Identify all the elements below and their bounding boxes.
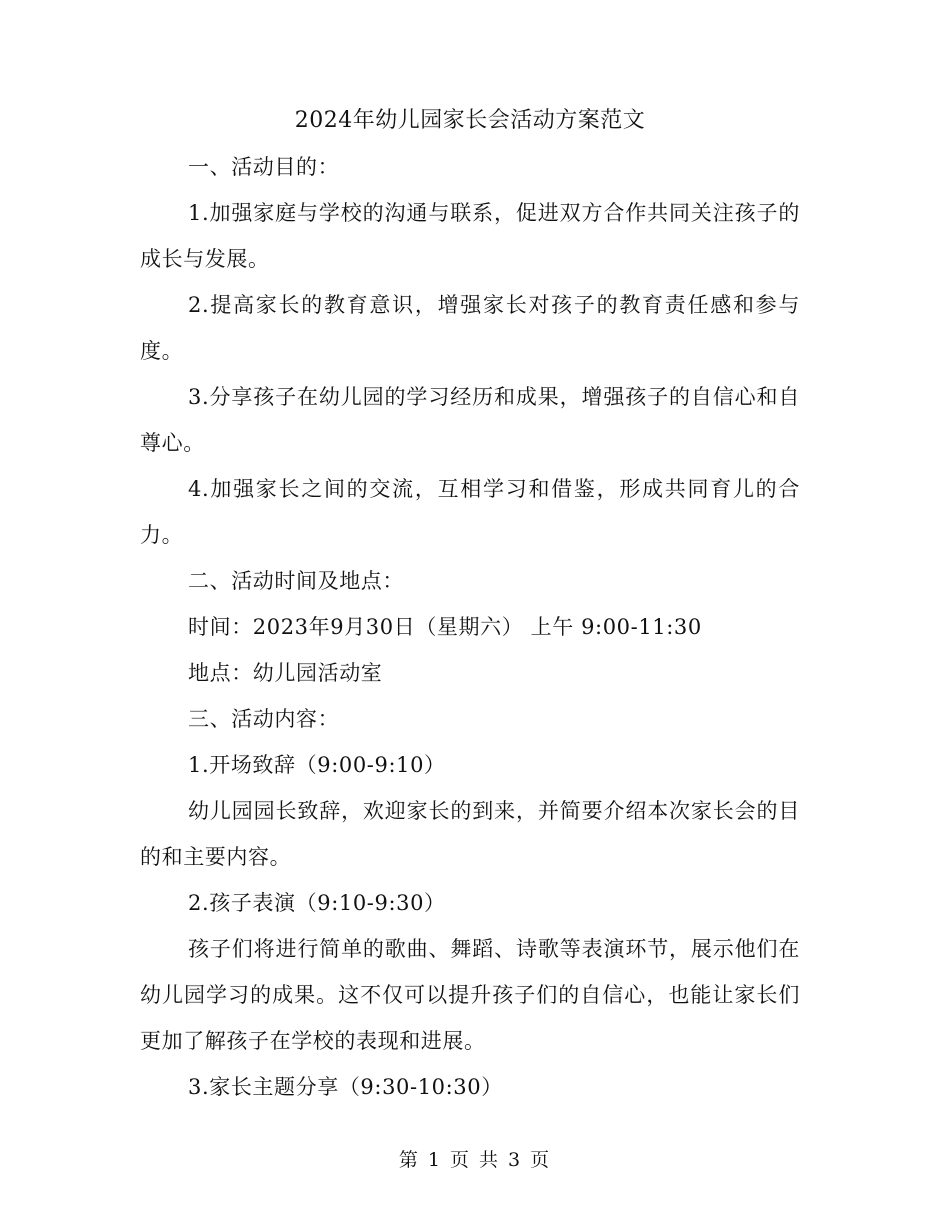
agenda-opening-description: 幼儿园园长致辞，欢迎家长的到来，并简要介绍本次家长会的目的和主要内容。 (140, 799, 800, 869)
document-title: 2024年幼儿园家长会活动方案范文 (294, 108, 646, 133)
section-heading-content: 三、活动内容： (188, 707, 340, 731)
document-body (140, 98, 800, 1110)
agenda-performance-description: 孩子们将进行简单的歌曲、舞蹈、诗歌等表演环节，展示他们在幼儿园学习的成果。这不仅可以提升孩子们的自信心，也能让家长们更加了解孩子在学校的表现和进展。 (140, 937, 800, 1053)
event-location: 地点：幼儿园活动室 (188, 661, 383, 685)
goal-item-4: 4.加强家长之间的交流，互相学习和借鉴，形成共同育儿的合力。 (140, 477, 800, 547)
goal-item-2: 2.提高家长的教育意识，增强家长对孩子的教育责任感和参与度。 (140, 293, 800, 363)
agenda-item-opening: 1.开场致辞（9:00-9:10） (188, 753, 446, 777)
page-number-footer: 第 1 页 共 3 页 (398, 1149, 552, 1171)
section-heading-time-place: 二、活动时间及地点： (188, 569, 404, 593)
goal-item-1: 1.加强家庭与学校的沟通与联系，促进双方合作共同关注孩子的成长与发展。 (140, 201, 800, 271)
event-time: 时间：2023年9月30日（星期六） 上午 9:00-11:30 (188, 615, 702, 639)
goal-item-3: 3.分享孩子在幼儿园的学习经历和成果，增强孩子的自信心和自尊心。 (140, 385, 800, 455)
agenda-item-parent-sharing: 3.家长主题分享（9:30-10:30） (188, 1075, 503, 1099)
section-heading-goals: 一、活动目的： (188, 155, 340, 179)
agenda-item-performance: 2.孩子表演（9:10-9:30） (188, 891, 446, 915)
